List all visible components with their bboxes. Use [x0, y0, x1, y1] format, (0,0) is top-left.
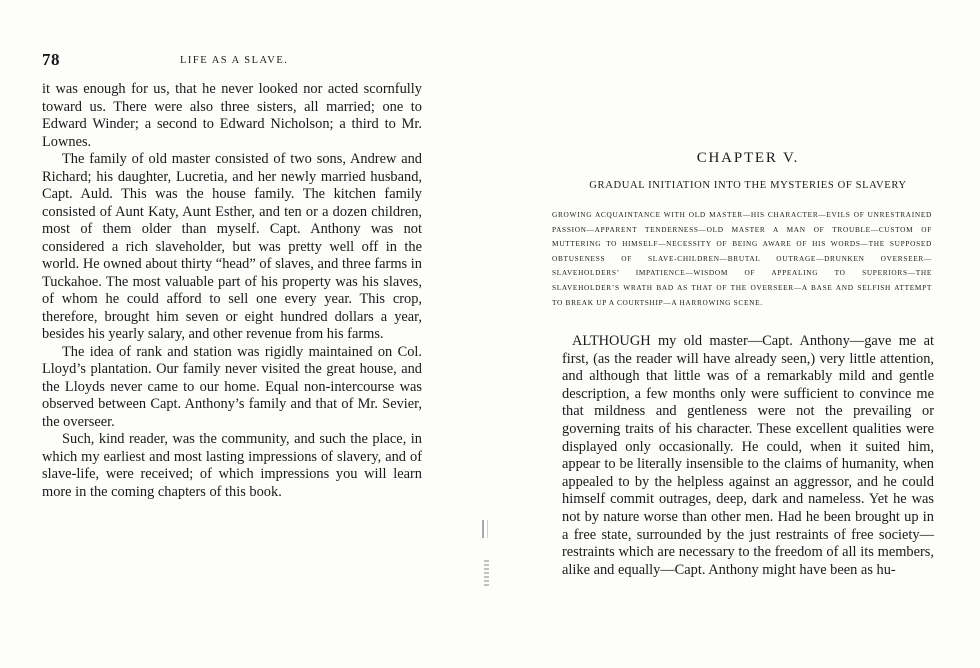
gutter-scan-mark [482, 520, 488, 538]
chapter-synopsis: GROWING ACQUAINTANCE WITH OLD MASTER—HIS CHARACTER—EVILS OF UNRESTRAINED PASSION—APPARENT TENDERNESS—OLD MASTER A MAN OF TROUBLE—CUSTOM OF MUTTERING TO HIMSELF—NECESSITY OF BEING AWARE OF HIS WORDS—THE SUPPOSED OBTUSENESS OF SLAVE-CHILDREN—BRUTAL OUTRAGE—DRUNKEN OVERSEER—SLAVEHOLDERS’ IMPATIENCE—WISDOM OF APPEALING TO SUPERIORS—THE SLAVEHOLDER’S WRATH BAD AS THAT OF THE OVERSEER—A BASE AND SELFISH ATTEMPT TO BREAK UP A COURTSHIP—A HARROWING SCENE. [552, 210, 932, 307]
left-page [0, 0, 470, 668]
gutter-scan-mark [484, 560, 489, 586]
right-page-body [562, 333, 934, 579]
body-paragraph: Such, kind reader, was the community, and such the place, in which my earliest and most lasting impressions of slavery, and of slave-life, were received; of which impressions you will learn more in the coming chapters of this book. [42, 431, 422, 500]
running-head [42, 50, 434, 70]
body-paragraph: ALTHOUGH my old master—Capt. Anthony—gave me at first, (as the reader will have already seen,) very little attention, and although that little was of a remarkably mild and gentle description, a few months only were sufficient to convince me that mildness and gentleness were not the prevailing or governing traits of his character. These excellent qualities were displayed only occasionally. He could, when it suited him, appear to be literally insensible to the claims of humanity, when appealed to by the helpless against an aggressor, and he could himself commit outrages, deep, dark and nameless. Yet he was not by nature worse than other men. Had he been brought up in a free state, surrounded by the just restraints of free society—restraints which are necessary to the freedom of all its members, alike and equally—Capt. Anthony might have been as hu- [562, 333, 934, 578]
body-paragraph: The idea of rank and station was rigidly maintained on Col. Lloyd’s plantation. Our family never visited the great house, and the Lloyds never came to our home. Equal non-intercourse was observed between Capt. Anthony’s family and that of Mr. Sevier, the overseer. [42, 343, 422, 430]
body-paragraph: it was enough for us, that he never looked nor acted scornfully toward us. There were also three sisters, all married; one to Edward Winder; a second to Edward Nicholson; a third to Mr. Lownes. [42, 81, 422, 150]
chapter-heading: CHAPTER V. [696, 150, 800, 166]
body-paragraph: The family of old master consisted of two sons, Andrew and Richard; his daughter, Lucretia, and her newly married husband, Capt. Auld. This was the house family. The kitchen family consisted of Aunt Katy, Aunt Esther, and ten or a dozen children, most of them older than myself. Capt. Anthony was not considered a rich slaveholder, but was pretty well off in the world. He owned about thirty “head” of slaves, and three farms in Tuckahoe. The most valuable part of his property was his slaves, of whom he could afford to sell one every year. This crop, therefore, brought him seven or eight hundred dollars a year, besides his yearly salary, and other revenue from his farms. [42, 151, 422, 342]
running-title: LIFE AS A SLAVE. [180, 55, 289, 66]
chapter-subtitle: GRADUAL INITIATION INTO THE MYSTERIES OF SLAVERY [589, 180, 907, 191]
left-page-body [42, 81, 422, 501]
page-number: 78 [42, 50, 60, 69]
right-page [500, 0, 980, 668]
